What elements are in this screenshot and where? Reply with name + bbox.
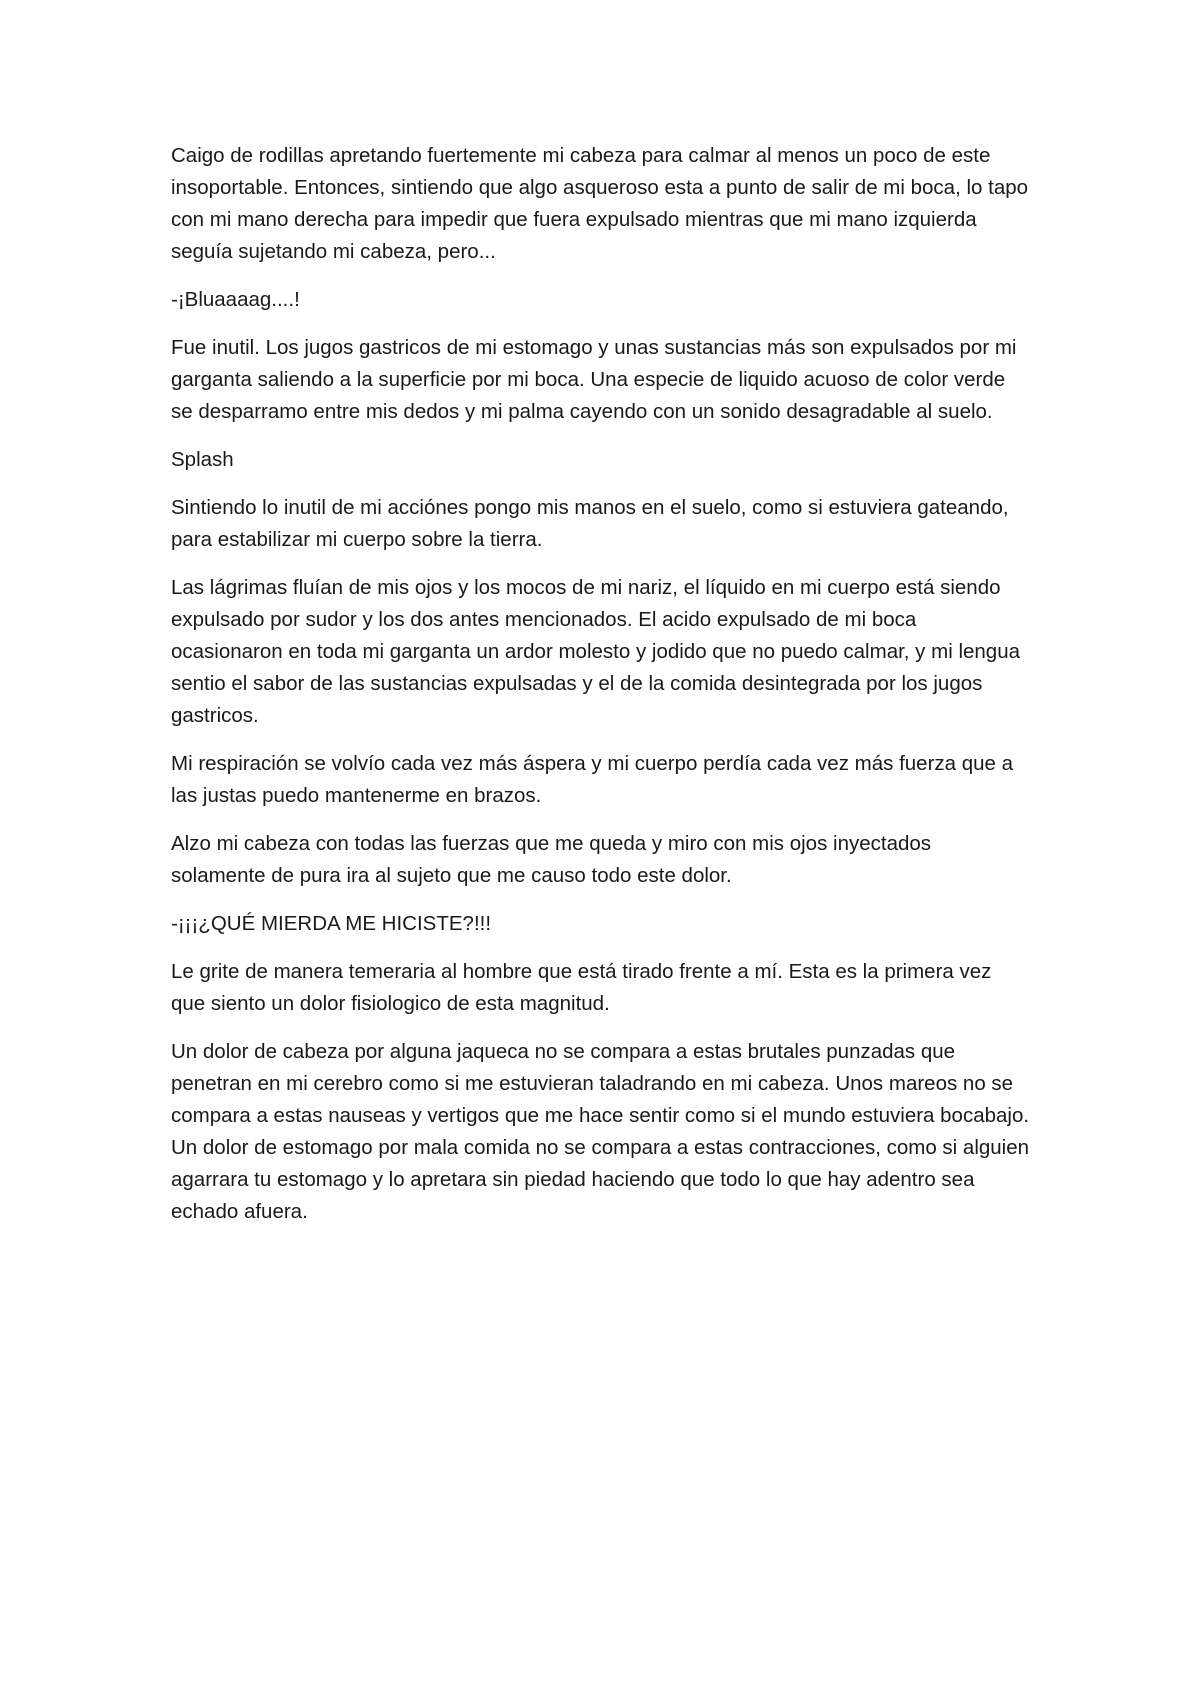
paragraph-8: Alzo mi cabeza con todas las fuerzas que me queda y miro con mis ojos inyectados solamente de pura ira al sujeto que me causo todo este dolor.: [171, 832, 932, 887]
document-body: [171, 140, 1031, 1244]
paragraph-10: Le grite de manera temeraria al hombre que está tirado frente a mí. Esta es la primera vez que siento un dolor fisiologico de esta magnitud.: [171, 960, 992, 1015]
paragraph-9: -¡¡¡¿QUÉ MIERDA ME HICISTE?!!!: [171, 912, 492, 935]
paragraph-4: Splash: [171, 448, 234, 471]
paragraph-1: Caigo de rodillas apretando fuertemente mi cabeza para calmar al menos un poco de este insoportable. Entonces, sintiendo que algo asqueroso esta a punto de salir de mi boca, lo tapo con mi mano derecha para impedir que fuera expulsado mientras que mi mano izquierda seguía sujetando mi cabeza, pero...: [171, 144, 1029, 263]
paragraph-3: Fue inutil. Los jugos gastricos de mi estomago y unas sustancias más son expulsados por mi garganta saliendo a la superficie por mi boca. Una especie de liquido acuoso de color verde se desparramo entre mis dedos y mi palma cayendo con un sonido desagradable al suelo.: [171, 336, 1017, 423]
paragraph-5: Sintiendo lo inutil de mi acciónes pongo mis manos en el suelo, como si estuviera gateando, para estabilizar mi cuerpo sobre la tierra.: [171, 496, 1009, 551]
paragraph-2: -¡Bluaaaag....!: [171, 288, 300, 311]
paragraph-7: Mi respiración se volvío cada vez más áspera y mi cuerpo perdía cada vez más fuerza que a las justas puedo mantenerme en brazos.: [171, 752, 1014, 807]
paragraph-11: Un dolor de cabeza por alguna jaqueca no se compara a estas brutales punzadas que penetran en mi cerebro como si me estuvieran taladrando en mi cabeza. Unos mareos no se compara a estas nauseas y vertigos que me hace sentir como si el mundo estuviera bocabajo. Un dolor de estomago por mala comida no se compara a estas contracciones, como si alguien agarrara tu estomago y lo apretara sin piedad haciendo que todo lo que hay adentro sea echado afuera.: [171, 1040, 1030, 1223]
paragraph-6: Las lágrimas fluían de mis ojos y los mocos de mi nariz, el líquido en mi cuerpo está siendo expulsado por sudor y los dos antes mencionados. El acido expulsado de mi boca ocasionaron en toda mi garganta un ardor molesto y jodido que no puedo calmar, y mi lengua sentio el sabor de las sustancias expulsadas y el de la comida desintegrada por los jugos gastricos.: [171, 576, 1021, 727]
